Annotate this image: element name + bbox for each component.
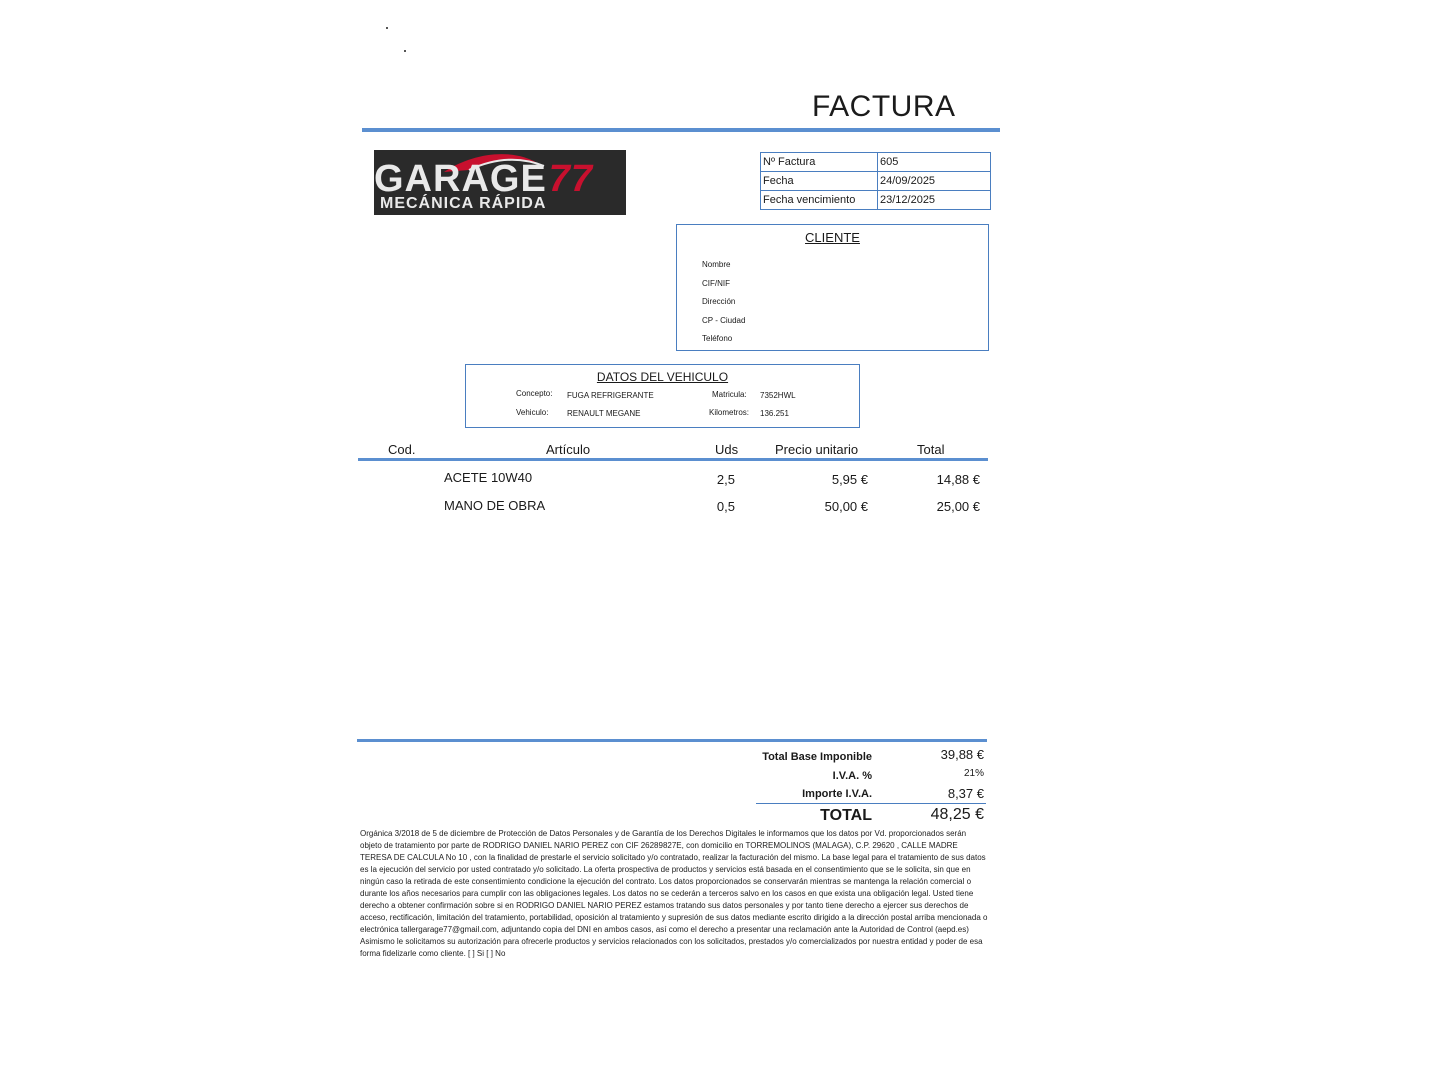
concepto-label: Concepto:: [516, 389, 553, 398]
base-imponible-label: Total Base Imponible: [762, 751, 872, 763]
column-header-articulo: Artículo: [546, 442, 591, 457]
logo-brand: GARAGE77: [374, 158, 594, 200]
invoice-info-value: 605: [878, 153, 991, 172]
column-header-uds: Uds: [715, 442, 739, 457]
matricula-value: 7352HWL: [760, 391, 796, 400]
client-heading: CLIENTE: [805, 230, 860, 245]
item-uds: 0,5: [716, 499, 735, 514]
vehicle-heading: DATOS DEL VEHICULO: [596, 370, 729, 384]
scan-speck: [404, 50, 406, 52]
column-header-cod: Cod.: [388, 442, 416, 457]
invoice-number-row: [761, 153, 991, 172]
invoice-info-value: 23/12/2025: [878, 191, 991, 210]
vehiculo-label: Vehiculo:: [516, 408, 549, 417]
invoice-date-row: [761, 172, 991, 191]
item-articulo: ACETE 10W40: [444, 470, 533, 485]
scan-speck: [386, 27, 388, 29]
iva-percent-label: I.V.A. %: [832, 770, 872, 782]
vehicle-box: [465, 364, 860, 428]
vehiculo-value: RENAULT MEGANE: [567, 409, 641, 418]
invoice-info-label: Nº Factura: [761, 153, 878, 172]
item-total: 25,00 €: [936, 499, 980, 514]
iva-amount-label: Importe I.V.A.: [802, 788, 872, 800]
invoice-info-value: 24/09/2025: [878, 172, 991, 191]
total-label: TOTAL: [820, 807, 872, 824]
invoice-info-label: Fecha vencimiento: [761, 191, 878, 210]
client-field-label: Nombre: [702, 260, 731, 269]
client-box: [676, 224, 989, 351]
header-divider: [362, 128, 1000, 132]
items-header-divider: [358, 458, 988, 461]
invoice-info-table: [760, 152, 991, 210]
iva-amount-value: 8,37 €: [947, 786, 984, 801]
total-value: 48,25 €: [930, 806, 984, 823]
item-precio: 5,95 €: [831, 472, 868, 487]
client-field-label: CP - Ciudad: [702, 316, 746, 325]
item-precio: 50,00 €: [824, 499, 868, 514]
totals-divider: [357, 739, 987, 742]
client-field-label: Teléfono: [702, 334, 733, 343]
item-articulo: MANO DE OBRA: [444, 498, 546, 513]
client-field-label: CIF/NIF: [702, 279, 730, 288]
total-divider: [756, 803, 986, 804]
matricula-label: Matricula:: [712, 390, 747, 399]
iva-percent-value: 21%: [963, 768, 984, 779]
item-uds: 2,5: [716, 472, 735, 487]
item-total: 14,88 €: [936, 472, 980, 487]
base-imponible-value: 39,88 €: [940, 747, 984, 762]
column-header-total: Total: [917, 442, 945, 457]
concepto-value: FUGA REFRIGERANTE: [567, 391, 654, 400]
client-field-label: Dirección: [702, 297, 736, 306]
kilometros-label: Kilometros:: [709, 408, 750, 417]
column-header-precio: Precio unitario: [775, 442, 859, 457]
kilometros-value: 136.251: [760, 409, 789, 418]
company-logo: [374, 150, 626, 215]
logo-tagline: MECÁNICA RÁPIDA: [380, 195, 547, 212]
page-title: FACTURA: [812, 90, 956, 123]
invoice-info-label: Fecha: [761, 172, 878, 191]
invoice-due-date-row: [761, 191, 991, 210]
legal-notice: Orgánica 3/2018 de 5 de diciembre de Protección de Datos Personales y de Garantía de los Derechos Digitales le informamos que los datos por Vd. proporcionados serán objeto de tratamiento por parte de RODRIGO DANIEL NARIO PEREZ con CIF 26289827E, con domicilio en TORREMOLINOS (MALAGA), C.P. 29620 , CALLE MADRE TERESA DE CALCULA No 10 , con la finalidad de prestarle el servicio solicitado y/o contratado, realizar la facturación del mismo. La base legal para el tratamiento de sus datos es la ejecución del servicio por usted contratado y/o solicitado. La oferta prospectiva de productos y servicios está basada en el consentimiento que se le solicita, sin que en ningún caso la retirada de este consentimiento condicione la ejecución del contrato. Los datos proporcionados se conservarán mientras se mantenga la relación comercial o durante los años necesarios para cumplir con las obligaciones legales. Los datos no se cederán a terceros salvo en los casos en que exista una obligación legal. Usted tiene derecho a obtener confirmación sobre si en RODRIGO DANIEL NARIO PEREZ estamos tratando sus datos personales y por tanto tiene derecho a ejercer sus derechos de acceso, rectificación, limitación del tratamiento, portabilidad, oposición al tratamiento y supresión de sus datos mediante escrito dirigido a la dirección postal arriba mencionada o electrónica tallergarage77@gmail.com, adjuntando copia del DNI en ambos casos, así como el derecho a presentar una reclamación ante la Autoridad de Control (aepd.es) Asimismo le solicitamos su autorización para ofrecerle productos y servicios relacionados con los solicitados, prestados y/o comercializados por nuestra entidad y poder de esa forma fidelizarle como cliente. [ ] Si [ ] No: [360, 829, 988, 958]
